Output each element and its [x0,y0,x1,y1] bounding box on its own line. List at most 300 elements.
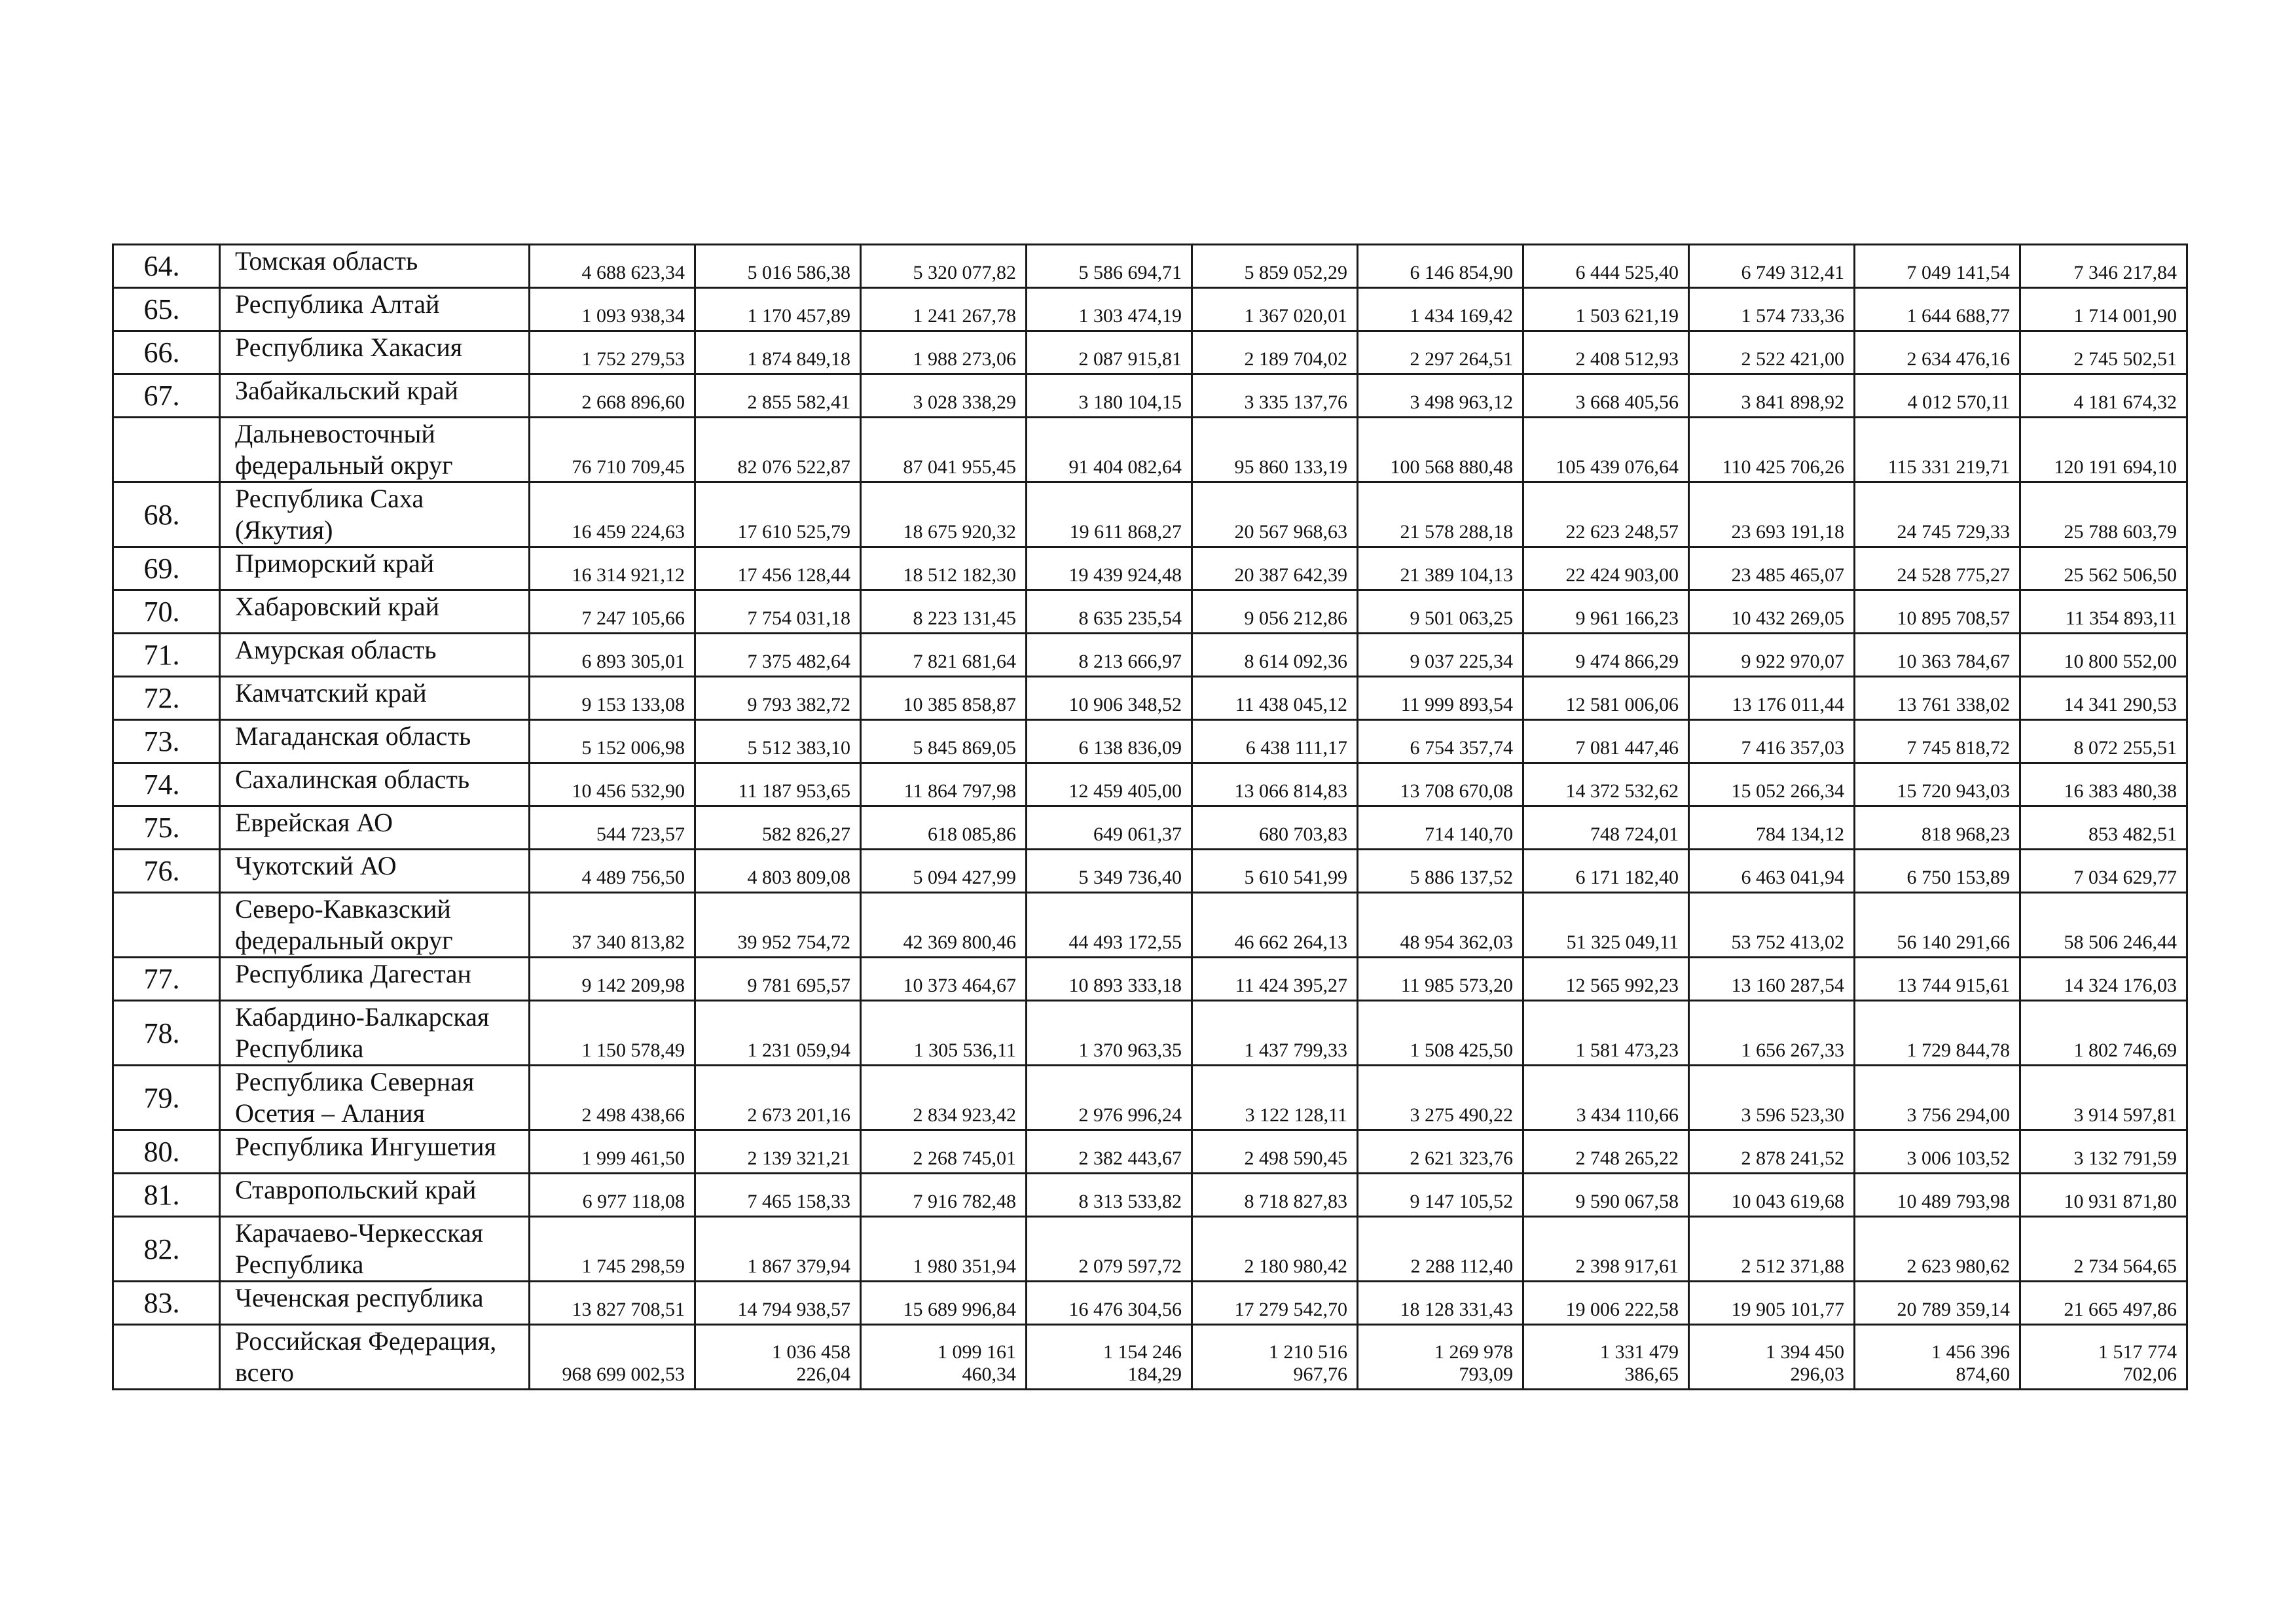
value-cell: 19 905 101,77 [1689,1282,1855,1325]
value-cell: 44 493 172,55 [1027,893,1192,958]
value-cell: 7 034 629,77 [2020,850,2187,893]
value-cell: 1 988 273,06 [861,331,1027,374]
value-cell: 2 288 112,40 [1358,1217,1523,1282]
value-cell: 1 644 688,77 [1855,288,2020,331]
region-name: Республика Ингушетия [220,1130,530,1174]
value-cell: 105 439 076,64 [1523,418,1689,482]
row-number: 64. [113,245,220,288]
value-cell: 1 093 938,34 [530,288,695,331]
row-number [113,1325,220,1390]
region-name: Республика Хакасия [220,331,530,374]
value-cell: 1 170 457,89 [695,288,861,331]
value-cell: 18 512 182,30 [861,547,1027,590]
value-cell: 16 383 480,38 [2020,763,2187,806]
value-cell: 1 508 425,50 [1358,1001,1523,1066]
table-row [113,893,2187,958]
value-cell: 15 689 996,84 [861,1282,1027,1325]
value-cell: 2 498 590,45 [1192,1130,1358,1174]
table-row [113,677,2187,720]
value-cell: 7 745 818,72 [1855,720,2020,763]
value-cell: 8 718 827,83 [1192,1174,1358,1217]
row-number: 79. [113,1066,220,1130]
value-cell: 5 886 137,52 [1358,850,1523,893]
value-cell: 20 789 359,14 [1855,1282,2020,1325]
value-cell: 6 138 836,09 [1027,720,1192,763]
value-cell: 2 189 704,02 [1192,331,1358,374]
value-cell: 1 331 479 386,65 [1523,1325,1689,1390]
value-cell: 968 699 002,53 [530,1325,695,1390]
value-cell: 748 724,01 [1523,806,1689,850]
row-number: 83. [113,1282,220,1325]
table-row [113,331,2187,374]
value-cell: 5 152 006,98 [530,720,695,763]
value-cell: 2 668 896,60 [530,374,695,418]
value-cell: 18 675 920,32 [861,482,1027,547]
value-cell: 3 275 490,22 [1358,1066,1523,1130]
value-cell: 2 878 241,52 [1689,1130,1855,1174]
value-cell: 2 382 443,67 [1027,1130,1192,1174]
value-cell: 8 223 131,45 [861,590,1027,634]
value-cell: 1 210 516 967,76 [1192,1325,1358,1390]
value-cell: 8 614 092,36 [1192,634,1358,677]
table-row [113,1217,2187,1282]
budget-table [112,244,2188,1390]
value-cell: 7 081 447,46 [1523,720,1689,763]
value-cell: 9 922 970,07 [1689,634,1855,677]
value-cell: 7 916 782,48 [861,1174,1027,1217]
value-cell: 1 305 536,11 [861,1001,1027,1066]
value-cell: 1 437 799,33 [1192,1001,1358,1066]
value-cell: 5 586 694,71 [1027,245,1192,288]
value-cell: 9 590 067,58 [1523,1174,1689,1217]
value-cell: 11 999 893,54 [1358,677,1523,720]
value-cell: 3 132 791,59 [2020,1130,2187,1174]
value-cell: 25 788 603,79 [2020,482,2187,547]
value-cell: 7 416 357,03 [1689,720,1855,763]
table-row [113,720,2187,763]
value-cell: 2 634 476,16 [1855,331,2020,374]
value-cell: 24 745 729,33 [1855,482,2020,547]
row-number: 65. [113,288,220,331]
region-name: Приморский край [220,547,530,590]
region-name: Карачаево-Черкесская Республика [220,1217,530,1282]
value-cell: 1 269 978 793,09 [1358,1325,1523,1390]
value-cell: 2 748 265,22 [1523,1130,1689,1174]
row-number: 78. [113,1001,220,1066]
value-cell: 25 562 506,50 [2020,547,2187,590]
value-cell: 2 745 502,51 [2020,331,2187,374]
value-cell: 680 703,83 [1192,806,1358,850]
table-row [113,245,2187,288]
value-cell: 6 146 854,90 [1358,245,1523,288]
value-cell: 3 498 963,12 [1358,374,1523,418]
value-cell: 23 693 191,18 [1689,482,1855,547]
value-cell: 82 076 522,87 [695,418,861,482]
value-cell: 17 610 525,79 [695,482,861,547]
region-name: Чукотский АО [220,850,530,893]
value-cell: 11 354 893,11 [2020,590,2187,634]
value-cell: 7 049 141,54 [1855,245,2020,288]
row-number: 77. [113,958,220,1001]
value-cell: 3 914 597,81 [2020,1066,2187,1130]
value-cell: 3 028 338,29 [861,374,1027,418]
value-cell: 853 482,51 [2020,806,2187,850]
value-cell: 649 061,37 [1027,806,1192,850]
value-cell: 9 501 063,25 [1358,590,1523,634]
value-cell: 39 952 754,72 [695,893,861,958]
value-cell: 3 335 137,76 [1192,374,1358,418]
value-cell: 6 754 357,74 [1358,720,1523,763]
value-cell: 582 826,27 [695,806,861,850]
value-cell: 100 568 880,48 [1358,418,1523,482]
region-name: Амурская область [220,634,530,677]
value-cell: 10 456 532,90 [530,763,695,806]
value-cell: 11 985 573,20 [1358,958,1523,1001]
value-cell: 618 085,86 [861,806,1027,850]
value-cell: 8 313 533,82 [1027,1174,1192,1217]
value-cell: 37 340 813,82 [530,893,695,958]
value-cell: 2 180 980,42 [1192,1217,1358,1282]
value-cell: 5 349 736,40 [1027,850,1192,893]
value-cell: 42 369 800,46 [861,893,1027,958]
region-name: Ставропольский край [220,1174,530,1217]
value-cell: 5 094 427,99 [861,850,1027,893]
value-cell: 10 432 269,05 [1689,590,1855,634]
table-row [113,1066,2187,1130]
value-cell: 2 855 582,41 [695,374,861,418]
row-number: 80. [113,1130,220,1174]
value-cell: 1 456 396 874,60 [1855,1325,2020,1390]
value-cell: 6 893 305,01 [530,634,695,677]
value-cell: 7 465 158,33 [695,1174,861,1217]
value-cell: 5 859 052,29 [1192,245,1358,288]
row-number: 71. [113,634,220,677]
value-cell: 7 821 681,64 [861,634,1027,677]
value-cell: 13 744 915,61 [1855,958,2020,1001]
row-number: 82. [113,1217,220,1282]
row-number: 81. [113,1174,220,1217]
region-name: Кабардино-Балкарская Республика [220,1001,530,1066]
value-cell: 8 213 666,97 [1027,634,1192,677]
value-cell: 115 331 219,71 [1855,418,2020,482]
row-number: 68. [113,482,220,547]
value-cell: 1 802 746,69 [2020,1001,2187,1066]
table-row [113,958,2187,1001]
value-cell: 10 906 348,52 [1027,677,1192,720]
table-row [113,418,2187,482]
value-cell: 12 565 992,23 [1523,958,1689,1001]
value-cell: 19 611 868,27 [1027,482,1192,547]
value-cell: 2 834 923,42 [861,1066,1027,1130]
value-cell: 17 279 542,70 [1192,1282,1358,1325]
value-cell: 3 434 110,66 [1523,1066,1689,1130]
row-number: 70. [113,590,220,634]
value-cell: 6 463 041,94 [1689,850,1855,893]
value-cell: 58 506 246,44 [2020,893,2187,958]
value-cell: 4 181 674,32 [2020,374,2187,418]
value-cell: 6 749 312,41 [1689,245,1855,288]
value-cell: 10 800 552,00 [2020,634,2187,677]
region-name: Забайкальский край [220,374,530,418]
value-cell: 10 931 871,80 [2020,1174,2187,1217]
region-name: Еврейская АО [220,806,530,850]
value-cell: 120 191 694,10 [2020,418,2187,482]
value-cell: 1 867 379,94 [695,1217,861,1282]
value-cell: 13 176 011,44 [1689,677,1855,720]
region-name: Республика Саха (Якутия) [220,482,530,547]
value-cell: 9 961 166,23 [1523,590,1689,634]
table-row [113,374,2187,418]
value-cell: 1 503 621,19 [1523,288,1689,331]
value-cell: 784 134,12 [1689,806,1855,850]
value-cell: 12 581 006,06 [1523,677,1689,720]
value-cell: 1 150 578,49 [530,1001,695,1066]
value-cell: 2 512 371,88 [1689,1217,1855,1282]
table-row [113,288,2187,331]
value-cell: 87 041 955,45 [861,418,1027,482]
value-cell: 1 745 298,59 [530,1217,695,1282]
value-cell: 1 241 267,78 [861,288,1027,331]
region-name: Республика Алтай [220,288,530,331]
value-cell: 10 373 464,67 [861,958,1027,1001]
value-cell: 10 895 708,57 [1855,590,2020,634]
value-cell: 9 142 209,98 [530,958,695,1001]
row-number [113,418,220,482]
value-cell: 14 324 176,03 [2020,958,2187,1001]
value-cell: 714 140,70 [1358,806,1523,850]
value-cell: 21 389 104,13 [1358,547,1523,590]
value-cell: 13 708 670,08 [1358,763,1523,806]
value-cell: 2 297 264,51 [1358,331,1523,374]
value-cell: 1 434 169,42 [1358,288,1523,331]
value-cell: 1 517 774 702,06 [2020,1325,2187,1390]
row-number: 75. [113,806,220,850]
value-cell: 5 610 541,99 [1192,850,1358,893]
value-cell: 1 874 849,18 [695,331,861,374]
table-row [113,1001,2187,1066]
value-cell: 10 385 858,87 [861,677,1027,720]
value-cell: 3 841 898,92 [1689,374,1855,418]
value-cell: 18 128 331,43 [1358,1282,1523,1325]
table-row [113,850,2187,893]
region-name: Хабаровский край [220,590,530,634]
value-cell: 2 087 915,81 [1027,331,1192,374]
value-cell: 9 153 133,08 [530,677,695,720]
value-cell: 9 037 225,34 [1358,634,1523,677]
value-cell: 1 714 001,90 [2020,288,2187,331]
value-cell: 8 072 255,51 [2020,720,2187,763]
region-name: Магаданская область [220,720,530,763]
row-number: 76. [113,850,220,893]
value-cell: 16 476 304,56 [1027,1282,1192,1325]
value-cell: 14 372 532,62 [1523,763,1689,806]
value-cell: 3 006 103,52 [1855,1130,2020,1174]
value-cell: 22 623 248,57 [1523,482,1689,547]
value-cell: 7 375 482,64 [695,634,861,677]
value-cell: 13 761 338,02 [1855,677,2020,720]
value-cell: 20 567 968,63 [1192,482,1358,547]
value-cell: 2 139 321,21 [695,1130,861,1174]
value-cell: 4 688 623,34 [530,245,695,288]
value-cell: 11 424 395,27 [1192,958,1358,1001]
value-cell: 21 578 288,18 [1358,482,1523,547]
value-cell: 1 752 279,53 [530,331,695,374]
value-cell: 3 668 405,56 [1523,374,1689,418]
row-number: 67. [113,374,220,418]
value-cell: 15 720 943,03 [1855,763,2020,806]
value-cell: 2 522 421,00 [1689,331,1855,374]
row-number: 74. [113,763,220,806]
row-number [113,893,220,958]
value-cell: 9 781 695,57 [695,958,861,1001]
table-row [113,763,2187,806]
value-cell: 9 056 212,86 [1192,590,1358,634]
value-cell: 13 066 814,83 [1192,763,1358,806]
value-cell: 6 438 111,17 [1192,720,1358,763]
value-cell: 2 498 438,66 [530,1066,695,1130]
value-cell: 2 623 980,62 [1855,1217,2020,1282]
value-cell: 13 160 287,54 [1689,958,1855,1001]
value-cell: 7 754 031,18 [695,590,861,634]
region-name: Чеченская республика [220,1282,530,1325]
value-cell: 5 016 586,38 [695,245,861,288]
value-cell: 2 673 201,16 [695,1066,861,1130]
table-row [113,482,2187,547]
value-cell: 14 794 938,57 [695,1282,861,1325]
value-cell: 2 976 996,24 [1027,1066,1192,1130]
value-cell: 16 459 224,63 [530,482,695,547]
region-name: Камчатский край [220,677,530,720]
value-cell: 9 793 382,72 [695,677,861,720]
table-row [113,547,2187,590]
value-cell: 3 756 294,00 [1855,1066,2020,1130]
value-cell: 9 147 105,52 [1358,1174,1523,1217]
table-row [113,1325,2187,1390]
value-cell: 12 459 405,00 [1027,763,1192,806]
value-cell: 110 425 706,26 [1689,418,1855,482]
value-cell: 6 750 153,89 [1855,850,2020,893]
row-number: 66. [113,331,220,374]
value-cell: 11 864 797,98 [861,763,1027,806]
value-cell: 1 581 473,23 [1523,1001,1689,1066]
value-cell: 46 662 264,13 [1192,893,1358,958]
value-cell: 10 363 784,67 [1855,634,2020,677]
value-cell: 3 596 523,30 [1689,1066,1855,1130]
value-cell: 6 171 182,40 [1523,850,1689,893]
value-cell: 1 154 246 184,29 [1027,1325,1192,1390]
value-cell: 15 052 266,34 [1689,763,1855,806]
value-cell: 2 408 512,93 [1523,331,1689,374]
value-cell: 1 036 458 226,04 [695,1325,861,1390]
value-cell: 4 803 809,08 [695,850,861,893]
value-cell: 5 320 077,82 [861,245,1027,288]
region-name: Сахалинская область [220,763,530,806]
region-name: Республика Северная Осетия – Алания [220,1066,530,1130]
value-cell: 1 999 461,50 [530,1130,695,1174]
value-cell: 2 398 917,61 [1523,1217,1689,1282]
value-cell: 14 341 290,53 [2020,677,2187,720]
value-cell: 818 968,23 [1855,806,2020,850]
value-cell: 48 954 362,03 [1358,893,1523,958]
region-name: Северо-Кавказский федеральный округ [220,893,530,958]
value-cell: 20 387 642,39 [1192,547,1358,590]
value-cell: 2 734 564,65 [2020,1217,2187,1282]
value-cell: 5 512 383,10 [695,720,861,763]
value-cell: 24 528 775,27 [1855,547,2020,590]
value-cell: 53 752 413,02 [1689,893,1855,958]
region-name: Дальневосточный федеральный округ [220,418,530,482]
value-cell: 6 444 525,40 [1523,245,1689,288]
value-cell: 9 474 866,29 [1523,634,1689,677]
value-cell: 22 424 903,00 [1523,547,1689,590]
value-cell: 544 723,57 [530,806,695,850]
value-cell: 16 314 921,12 [530,547,695,590]
value-cell: 19 006 222,58 [1523,1282,1689,1325]
value-cell: 8 635 235,54 [1027,590,1192,634]
value-cell: 11 438 045,12 [1192,677,1358,720]
value-cell: 1 303 474,19 [1027,288,1192,331]
value-cell: 7 346 217,84 [2020,245,2187,288]
value-cell: 7 247 105,66 [530,590,695,634]
value-cell: 95 860 133,19 [1192,418,1358,482]
value-cell: 1 370 963,35 [1027,1001,1192,1066]
value-cell: 5 845 869,05 [861,720,1027,763]
table-row [113,806,2187,850]
value-cell: 2 079 597,72 [1027,1217,1192,1282]
value-cell: 1 367 020,01 [1192,288,1358,331]
region-name: Томская область [220,245,530,288]
value-cell: 10 043 619,68 [1689,1174,1855,1217]
table-row [113,1174,2187,1217]
value-cell: 2 621 323,76 [1358,1130,1523,1174]
value-cell: 3 122 128,11 [1192,1066,1358,1130]
value-cell: 6 977 118,08 [530,1174,695,1217]
value-cell: 1 394 450 296,03 [1689,1325,1855,1390]
table-row [113,1130,2187,1174]
value-cell: 17 456 128,44 [695,547,861,590]
table-row [113,634,2187,677]
value-cell: 1 729 844,78 [1855,1001,2020,1066]
row-number: 72. [113,677,220,720]
value-cell: 51 325 049,11 [1523,893,1689,958]
value-cell: 21 665 497,86 [2020,1282,2187,1325]
table-row [113,1282,2187,1325]
row-number: 73. [113,720,220,763]
value-cell: 13 827 708,51 [530,1282,695,1325]
value-cell: 19 439 924,48 [1027,547,1192,590]
value-cell: 10 893 333,18 [1027,958,1192,1001]
value-cell: 91 404 082,64 [1027,418,1192,482]
row-number: 69. [113,547,220,590]
region-name: Российская Федерация, всего [220,1325,530,1390]
value-cell: 11 187 953,65 [695,763,861,806]
value-cell: 3 180 104,15 [1027,374,1192,418]
value-cell: 23 485 465,07 [1689,547,1855,590]
value-cell: 56 140 291,66 [1855,893,2020,958]
value-cell: 1 099 161 460,34 [861,1325,1027,1390]
value-cell: 10 489 793,98 [1855,1174,2020,1217]
value-cell: 1 656 267,33 [1689,1001,1855,1066]
value-cell: 4 012 570,11 [1855,374,2020,418]
value-cell: 1 980 351,94 [861,1217,1027,1282]
region-name: Республика Дагестан [220,958,530,1001]
value-cell: 1 574 733,36 [1689,288,1855,331]
value-cell: 2 268 745,01 [861,1130,1027,1174]
value-cell: 1 231 059,94 [695,1001,861,1066]
table-row [113,590,2187,634]
value-cell: 4 489 756,50 [530,850,695,893]
value-cell: 76 710 709,45 [530,418,695,482]
